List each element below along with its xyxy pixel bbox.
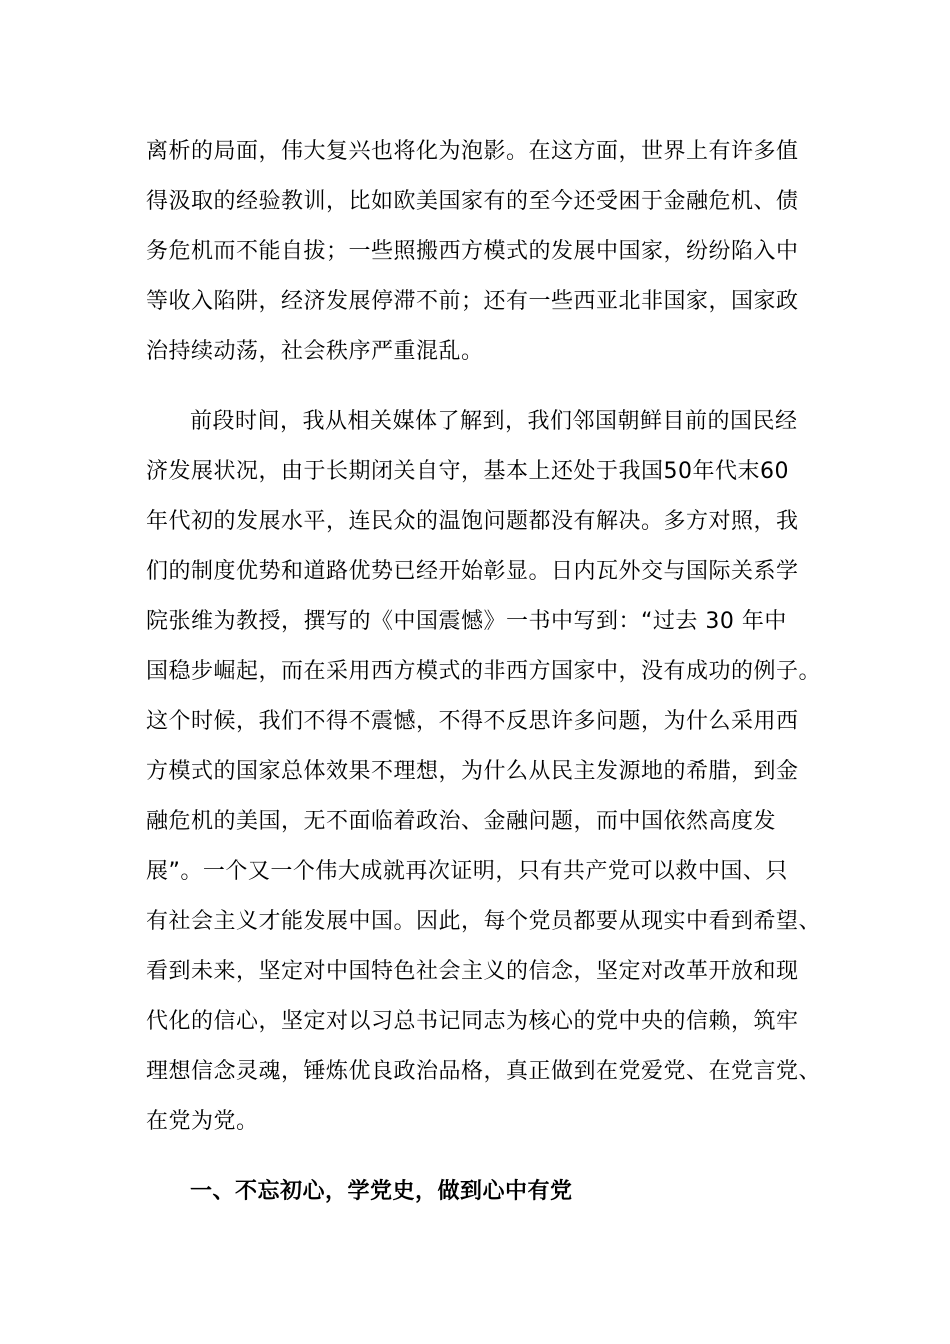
- text-line: 展”。一个又一个伟大成就再次证明，只有共产党可以救中国、只: [146, 859, 788, 884]
- text-line: 这个时候，我们不得不震憾，不得不反思许多问题，为什么采用西: [146, 709, 799, 734]
- text-line: 务危机而不能自拔；一些照搬西方模式的发展中国家，纷纷陷入中: [146, 239, 799, 264]
- text-line: 看到未来，坚定对中国特色社会主义的信念，坚定对改革开放和现: [146, 959, 799, 984]
- text-line: 前段时间，我从相关媒体了解到，我们邻国朝鲜目前的国民经: [190, 409, 798, 434]
- text-line: 院张维为教授，撰写的《中国震憾》一书中写到：“过去 30 年中: [146, 609, 787, 634]
- text-line: 有社会主义才能发展中国。因此，每个党员都要从现实中看到希望、: [146, 909, 822, 934]
- text-line: 得汲取的经验教训，比如欧美国家有的至今还受困于金融危机、债: [146, 189, 799, 214]
- text-line: 年代初的发展水平，连民众的温饱问题都没有解决。多方对照，我: [146, 509, 799, 534]
- text-line: 国稳步崛起，而在采用西方模式的非西方国家中，没有成功的例子。: [146, 659, 822, 684]
- text-line: 治持续动荡，社会秩序严重混乱。: [146, 339, 484, 364]
- text-line: 方模式的国家总体效果不理想，为什么从民主发源地的希腊，到金: [146, 759, 799, 784]
- section-heading: 一、不忘初心，学党史，做到心中有党: [190, 1179, 573, 1204]
- text-line: 们的制度优势和道路优势已经开始彰显。日内瓦外交与国际关系学: [146, 559, 799, 584]
- text-line: 代化的信心，坚定对以习总书记同志为核心的党中央的信赖，筑牢: [146, 1009, 799, 1034]
- text-line: 融危机的美国，无不面临着政治、金融问题，而中国依然高度发: [146, 809, 777, 834]
- text-line: 济发展状况，由于长期闭关自守，基本上还处于我国50年代末60: [146, 459, 789, 484]
- text-line: 等收入陷阱，经济发展停滞不前；还有一些西亚北非国家，国家政: [146, 289, 799, 314]
- text-line: 理想信念灵魂，锤炼优良政治品格，真正做到在党爱党、在党言党、: [146, 1059, 822, 1084]
- text-line: 离析的局面，伟大复兴也将化为泡影。在这方面，世界上有许多值: [146, 139, 799, 164]
- text-line: 在党为党。: [146, 1109, 259, 1134]
